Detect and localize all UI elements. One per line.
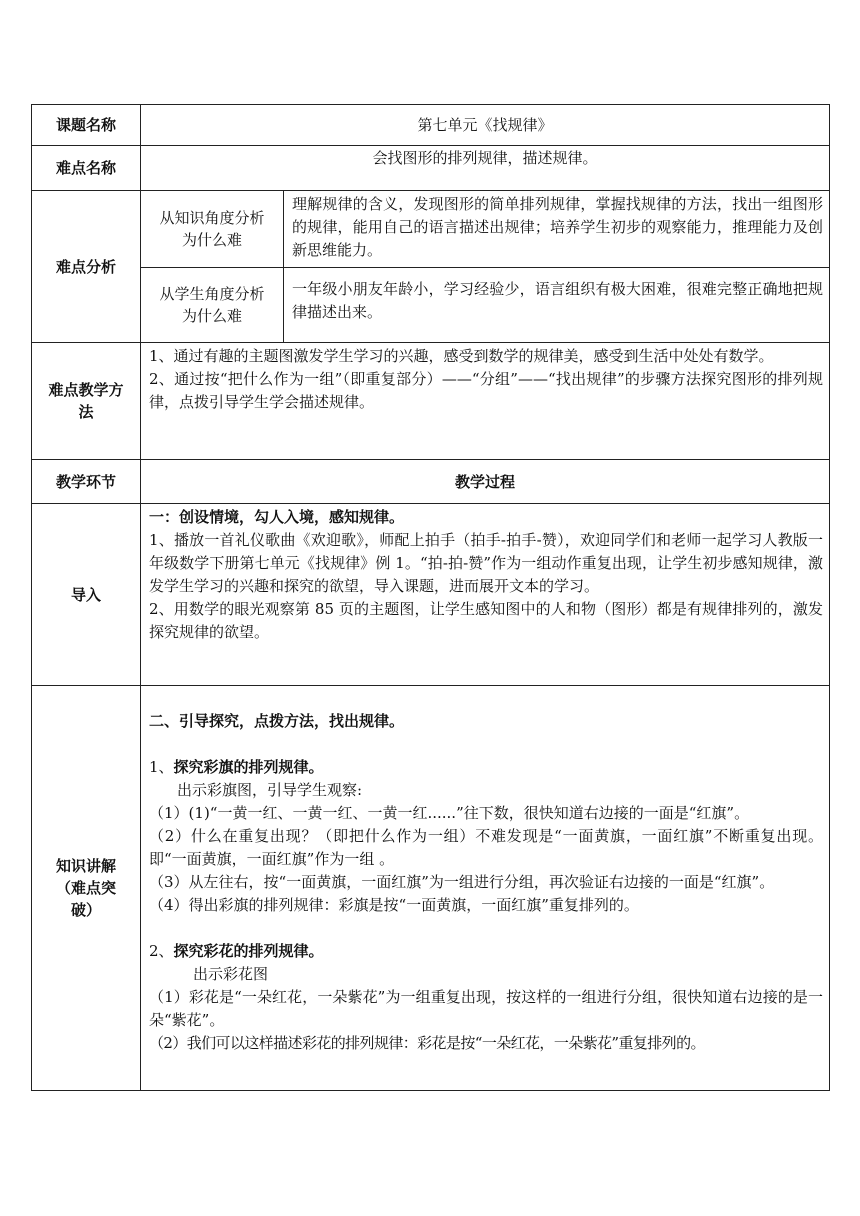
label-knowledge-line2: （难点突 bbox=[55, 879, 116, 897]
row-topic bbox=[32, 105, 830, 146]
lesson-plan-table bbox=[31, 104, 830, 1091]
label-method bbox=[32, 343, 141, 460]
label-teaching-step: 教学环节 bbox=[32, 460, 141, 504]
text-student-angle: 一年级小朋友年龄小，学习经验少，语言组织有极大困难，很难完整正确地把规律描述出来。 bbox=[284, 268, 830, 343]
intro-paragraph-2: 2、用数学的眼光观察第 85 页的主题图，让学生感知图中的人和物（图形）都是有规律排列的，激发探究规律的欲望。 bbox=[149, 600, 824, 641]
label-student-angle-line1: 从学生角度分析 bbox=[159, 285, 265, 303]
text-method bbox=[141, 343, 830, 460]
label-knowledge-angle-line1: 从知识角度分析 bbox=[159, 209, 265, 227]
label-knowledge-line1: 知识讲解 bbox=[55, 857, 116, 875]
row-difficulty-name bbox=[32, 146, 830, 191]
method-paragraph-2: 2、通过按“把什么作为一组”（即重复部分）——“分组”——“找出规律”的步骤方法探究图形的排列规律，点拨引导学生学会描述规律。 bbox=[149, 370, 824, 411]
flag-item-4: （4）得出彩旗的排列规律：彩旗是按“一面黄旗，一面红旗”重复排列的。 bbox=[149, 896, 639, 914]
row-header bbox=[32, 460, 830, 504]
intro-heading: 一：创设情境，勾人入境，感知规律。 bbox=[149, 508, 405, 526]
row-analysis-knowledge bbox=[32, 191, 830, 268]
row-knowledge bbox=[32, 686, 830, 1091]
text-intro bbox=[141, 504, 830, 686]
flower-item-1: （1）彩花是“一朵红花，一朵紫花”为一组重复出现，按这样的一组进行分组，很快知道右边接的是一朵“紫花”。 bbox=[149, 988, 824, 1029]
label-method-line1: 难点教学方 bbox=[48, 381, 124, 399]
flag-item-1: （1）(1)“一黄一红、一黄一红、一黄一红......”往下数，很快知道右边接的一面是“红旗”。 bbox=[149, 804, 750, 822]
label-knowledge-line3: 破） bbox=[70, 901, 101, 919]
label-topic: 课题名称 bbox=[32, 105, 141, 146]
row-method bbox=[32, 343, 830, 460]
flag-section-title bbox=[149, 756, 823, 779]
flower-section-title bbox=[149, 940, 823, 963]
flag-section-number: 1、 bbox=[149, 758, 174, 776]
label-difficulty-name: 难点名称 bbox=[32, 146, 141, 191]
value-topic: 第七单元《找规律》 bbox=[141, 105, 830, 146]
label-student-angle bbox=[141, 268, 284, 343]
row-analysis-student bbox=[32, 268, 830, 343]
flag-show-line: 出示彩旗图，引导学生观察: bbox=[177, 781, 363, 799]
method-paragraph-1: 1、通过有趣的主题图激发学生学习的兴趣，感受到数学的规律美，感受到生活中处处有数学。 bbox=[149, 347, 774, 365]
text-knowledge bbox=[141, 686, 830, 1091]
label-analysis: 难点分析 bbox=[32, 191, 141, 343]
flower-show-line: 出示彩花图 bbox=[193, 965, 269, 983]
value-difficulty-name: 会找图形的排列规律，描述规律。 bbox=[141, 146, 830, 191]
label-method-line2: 法 bbox=[78, 403, 94, 421]
flag-section-heading: 探究彩旗的排列规律。 bbox=[173, 758, 324, 776]
label-teaching-process: 教学过程 bbox=[141, 460, 830, 504]
intro-paragraph-1: 1、播放一首礼仪歌曲《欢迎歌》，师配上拍手（拍手-拍手-赞），欢迎同学们和老师一起学习人教版一年级数学下册第七单元《找规律》例 1。“拍-拍-赞”作为一组动作重复出现，让学生初步感知规律，激发学生学习的兴趣和探究的欲望，导入课题，进而展开文本的学习。 bbox=[149, 531, 824, 595]
label-knowledge-angle bbox=[141, 191, 284, 268]
flower-section-number: 2、 bbox=[149, 942, 174, 960]
flag-item-3: （3）从左往右，按“一面黄旗，一面红旗”为一组进行分组，再次验证右边接的一面是“红旗”。 bbox=[149, 873, 775, 891]
label-student-angle-line2: 为什么难 bbox=[181, 307, 242, 325]
flower-item-2: （2）我们可以这样描述彩花的排列规律：彩花是按“一朵红花，一朵紫花”重复排列的。 bbox=[149, 1034, 705, 1052]
row-intro bbox=[32, 504, 830, 686]
flag-item-2: （2）什么在重复出现？（即把什么作为一组）不难发现是“一面黄旗，一面红旗”不断重复出现。即“一面黄旗，一面红旗”作为一组 。 bbox=[149, 827, 824, 868]
flower-section-heading: 探究彩花的排列规律。 bbox=[173, 942, 324, 960]
label-knowledge-angle-line2: 为什么难 bbox=[181, 231, 242, 249]
knowledge-heading: 二、引导探究，点拨方法，找出规律。 bbox=[149, 712, 405, 730]
text-knowledge-angle: 理解规律的含义，发现图形的简单排列规律，掌握找规律的方法，找出一组图形的规律，能用自己的语言描述出规律；培养学生初步的观察能力，推理能力及创新思维能力。 bbox=[284, 191, 830, 268]
label-knowledge bbox=[32, 686, 141, 1091]
label-intro: 导入 bbox=[32, 504, 141, 686]
